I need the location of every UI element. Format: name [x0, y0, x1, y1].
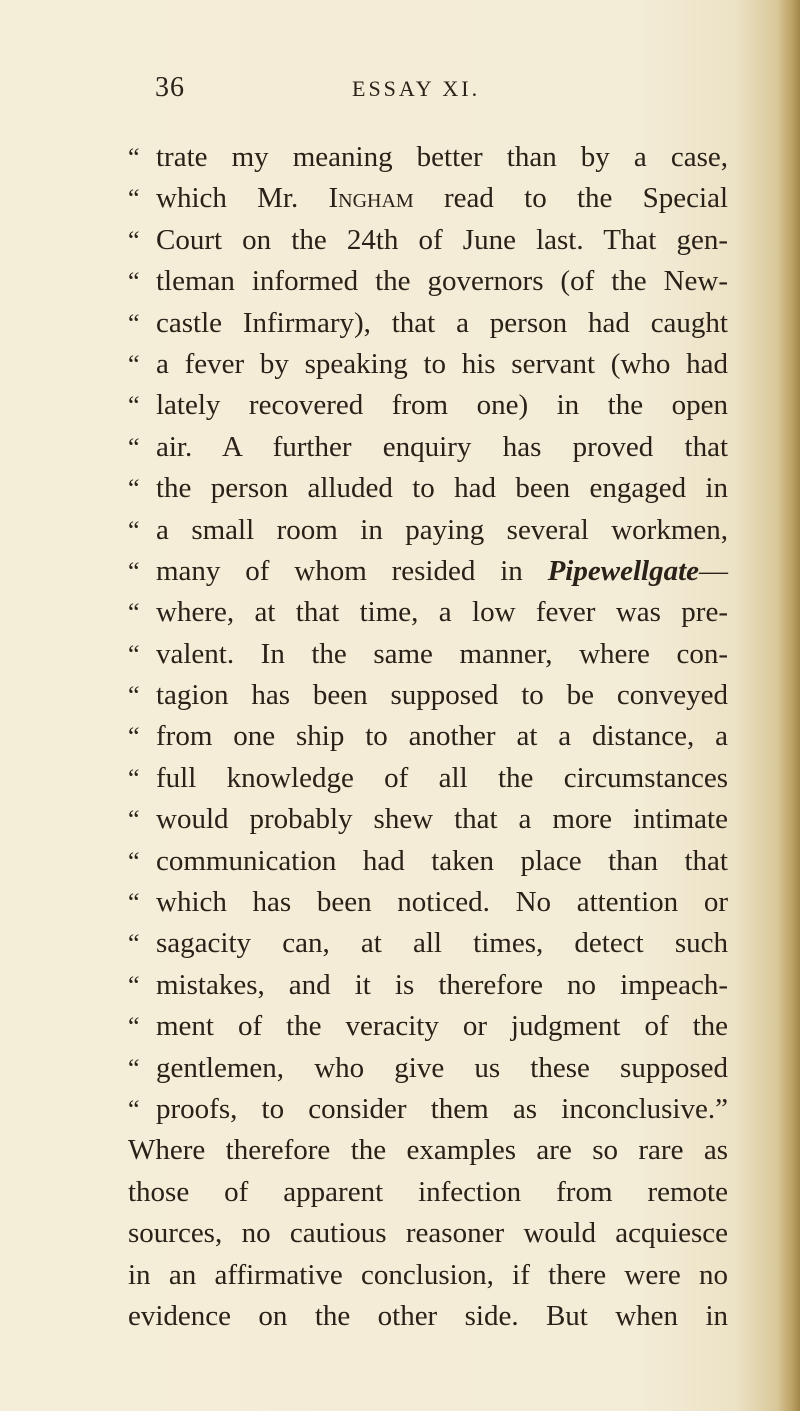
text-line	[128, 303, 728, 344]
text-line	[128, 799, 728, 840]
text-line	[128, 137, 728, 178]
line-text: proofs, to consider them as inconclusive.”	[156, 1092, 728, 1125]
small-caps-name: Ingham	[328, 182, 414, 215]
text-line	[128, 1006, 728, 1047]
text-line	[128, 882, 728, 923]
quote-mark: “	[128, 349, 140, 379]
quote-mark: “	[128, 225, 140, 255]
line-text: the person alluded to had been engaged in	[156, 472, 728, 505]
text-line	[128, 1296, 728, 1337]
line-text: trate my meaning better than by a case,	[156, 141, 728, 173]
text-line	[128, 841, 728, 882]
quote-mark: “	[128, 970, 140, 1000]
line-text: tagion has been supposed to be conveyed	[156, 679, 728, 712]
line-text-post: read to the Special	[413, 182, 729, 215]
text-line	[128, 385, 728, 426]
quote-mark: “	[128, 722, 140, 752]
quote-mark: “	[128, 805, 140, 835]
text-line	[128, 510, 728, 551]
line-text: in an affirmative conclusion, if there were no	[128, 1258, 728, 1291]
quote-mark: “	[128, 515, 140, 545]
line-text: valent. In the same manner, where con-	[156, 637, 728, 670]
quote-mark: “	[128, 308, 140, 338]
quote-mark: “	[128, 1094, 140, 1124]
line-text: air. A further enquiry has proved that	[156, 430, 728, 463]
page-header	[0, 72, 800, 112]
quote-mark: “	[128, 929, 140, 959]
line-text: gentlemen, who give us these supposed	[156, 1051, 728, 1084]
line-text: which has been noticed. No attention or	[156, 886, 728, 919]
body-text	[128, 137, 728, 1337]
line-text: tleman informed the governors (of the New-	[156, 265, 728, 298]
text-line	[128, 592, 728, 633]
line-text: from one ship to another at a distance, a	[156, 720, 728, 753]
text-line	[128, 1130, 728, 1171]
text-line	[128, 261, 728, 302]
text-line	[128, 344, 728, 385]
quote-mark: “	[128, 763, 140, 793]
text-line	[128, 1172, 728, 1213]
text-line	[128, 675, 728, 716]
italic-place-name: Pipewellgate	[547, 554, 699, 587]
line-text: full knowledge of all the circumstances	[156, 761, 728, 794]
text-line	[128, 427, 728, 468]
quote-mark: “	[128, 556, 140, 586]
line-text: mistakes, and it is therefore no impeach-	[156, 968, 728, 1001]
line-text: evidence on the other side. But when in	[128, 1299, 728, 1332]
text-line	[128, 923, 728, 964]
line-text-pre: many of whom resided in	[156, 554, 548, 587]
line-text: castle Infirmary), that a person had caught	[156, 306, 728, 339]
line-text: communication had taken place than that	[156, 844, 728, 877]
line-text: ment of the veracity or judgment of the	[156, 1010, 728, 1043]
line-text	[156, 178, 728, 219]
quote-mark: “	[128, 474, 140, 504]
quote-mark: “	[128, 1053, 140, 1083]
line-text: Court on the 24th of June last. That gen-	[156, 223, 728, 256]
quote-mark: “	[128, 391, 140, 421]
text-line	[128, 634, 728, 675]
quote-mark: “	[128, 432, 140, 462]
quote-mark: “	[128, 639, 140, 669]
line-text: lately recovered from one) in the open	[156, 389, 728, 422]
quote-mark: “	[128, 598, 140, 628]
quote-mark: “	[128, 184, 140, 214]
line-text-post: —	[699, 554, 728, 587]
text-line	[128, 1089, 728, 1130]
text-line	[128, 551, 728, 592]
line-text: sources, no cautious reasoner would acquiesce	[128, 1217, 728, 1250]
text-line	[128, 965, 728, 1006]
text-line	[128, 178, 728, 219]
page-number: 36	[155, 72, 185, 103]
line-text: would probably shew that a more intimate	[156, 803, 728, 836]
line-text: Where therefore the examples are so rare as	[128, 1134, 728, 1167]
quote-mark: “	[128, 681, 140, 711]
quote-mark: “	[128, 143, 140, 172]
text-line	[128, 1048, 728, 1089]
line-text	[156, 551, 728, 592]
line-text: sagacity can, at all times, detect such	[156, 927, 728, 960]
page-edge-shadow	[778, 0, 800, 1411]
text-line	[128, 468, 728, 509]
quote-mark: “	[128, 846, 140, 876]
text-line	[128, 716, 728, 757]
line-text-pre: which Mr.	[156, 182, 329, 215]
text-line	[128, 220, 728, 261]
text-line	[128, 1213, 728, 1254]
line-text: those of apparent infection from remote	[128, 1175, 728, 1208]
line-text: a fever by speaking to his servant (who had	[156, 347, 728, 380]
line-text: where, at that time, a low fever was pre-	[156, 596, 728, 629]
quote-mark: “	[128, 1012, 140, 1042]
running-head: ESSAY XI.	[352, 76, 481, 101]
quote-mark: “	[128, 267, 140, 297]
text-line	[128, 1255, 728, 1296]
line-text: a small room in paying several workmen,	[156, 513, 728, 546]
quote-mark: “	[128, 888, 140, 918]
text-line	[128, 758, 728, 799]
